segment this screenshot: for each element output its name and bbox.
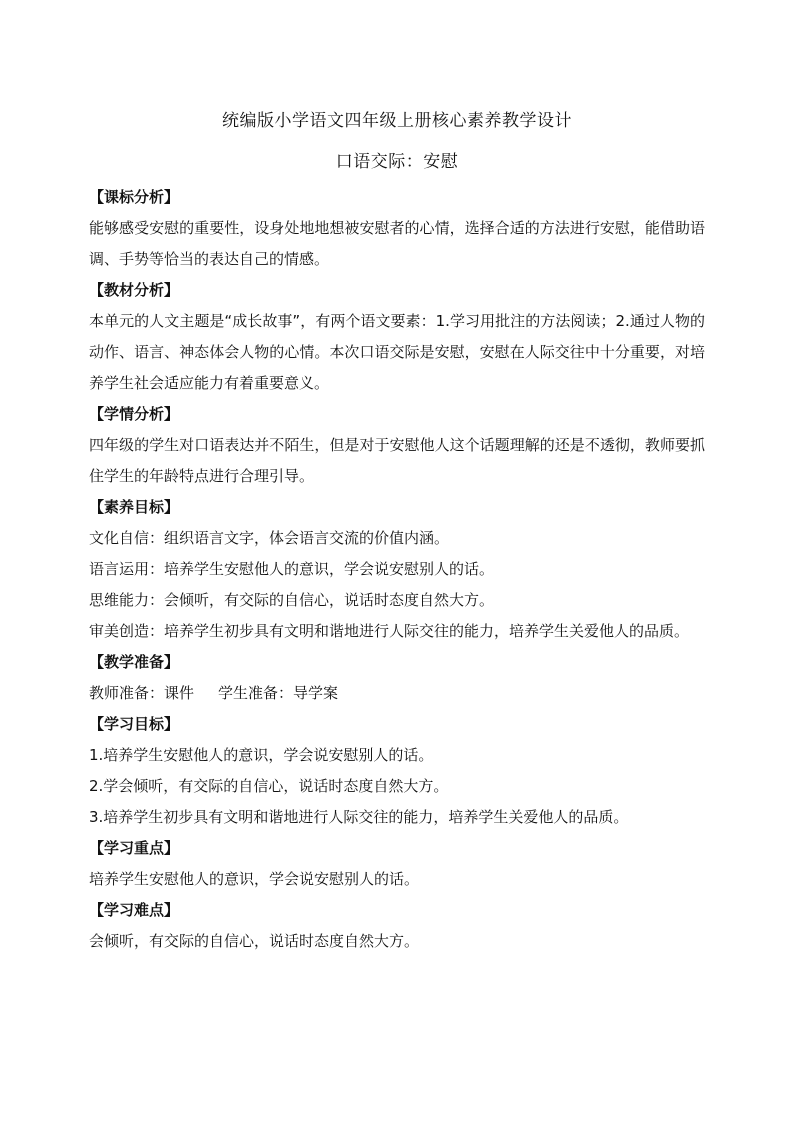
section-text-students: 四年级的学生对口语表达并不陌生，但是对于安慰他人这个话题理解的还是不透彻，教师要抓住学生的年龄特点进行合理引导。 bbox=[89, 436, 705, 485]
literacy-goal-thinking: 思维能力：会倾听，有交际的自信心，说话时态度自然大方。 bbox=[89, 591, 495, 609]
section-heading-literacy: 【素养目标】 bbox=[89, 498, 180, 516]
section-heading-students: 【学情分析】 bbox=[89, 405, 180, 423]
objective-item-2: 2.学会倾听，有交际的自信心，说话时态度自然大方。 bbox=[89, 777, 449, 795]
section-heading-objectives: 【学习目标】 bbox=[89, 715, 180, 733]
preparation-line bbox=[89, 678, 705, 709]
teacher-preparation: 教师准备：课件 bbox=[89, 684, 195, 702]
literacy-goal-aesthetics: 审美创造：培养学生初步具有文明和谐地进行人际交往的能力，培养学生关爱他人的品质。 bbox=[89, 622, 690, 640]
section-heading-curriculum: 【课标分析】 bbox=[89, 188, 180, 206]
section-text-curriculum: 能够感受安慰的重要性，设身处地地想被安慰者的心情，选择合适的方法进行安慰，能借助语调、手势等恰当的表达自己的情感。 bbox=[89, 219, 705, 268]
objective-item-1: 1.培养学生安慰他人的意识，学会说安慰别人的话。 bbox=[89, 746, 434, 764]
section-heading-preparation: 【教学准备】 bbox=[89, 653, 180, 671]
literacy-goal-culture: 文化自信：组织语言文字，体会语言交流的价值内涵。 bbox=[89, 529, 450, 547]
section-text-difficulties: 会倾听，有交际的自信心，说话时态度自然大方。 bbox=[89, 932, 420, 950]
section-heading-key-points: 【学习重点】 bbox=[89, 839, 180, 857]
document-title: 统编版小学语文四年级上册核心素养教学设计 bbox=[222, 111, 572, 131]
section-text-key-points: 培养学生安慰他人的意识，学会说安慰别人的话。 bbox=[89, 870, 420, 888]
section-heading-difficulties: 【学习难点】 bbox=[89, 901, 180, 919]
objective-item-3: 3.培养学生初步具有文明和谐地进行人际交往的能力，培养学生关爱他人的品质。 bbox=[89, 808, 629, 826]
document-subtitle: 口语交际：安慰 bbox=[335, 152, 459, 172]
section-text-textbook: 本单元的人文主题是“成长故事”，有两个语文要素：1.学习用批注的方法阅读；2.通过人物的动作、语言、神态体会人物的心情。本次口语交际是安慰，安慰在人际交往中十分重要，对培养学生社会适应能力有着重要意义。 bbox=[89, 312, 705, 392]
section-heading-textbook: 【教材分析】 bbox=[89, 281, 180, 299]
student-preparation: 学生准备：导学案 bbox=[218, 684, 339, 702]
literacy-goal-language: 语言运用：培养学生安慰他人的意识，学会说安慰别人的话。 bbox=[89, 560, 495, 578]
document-body bbox=[89, 182, 705, 957]
